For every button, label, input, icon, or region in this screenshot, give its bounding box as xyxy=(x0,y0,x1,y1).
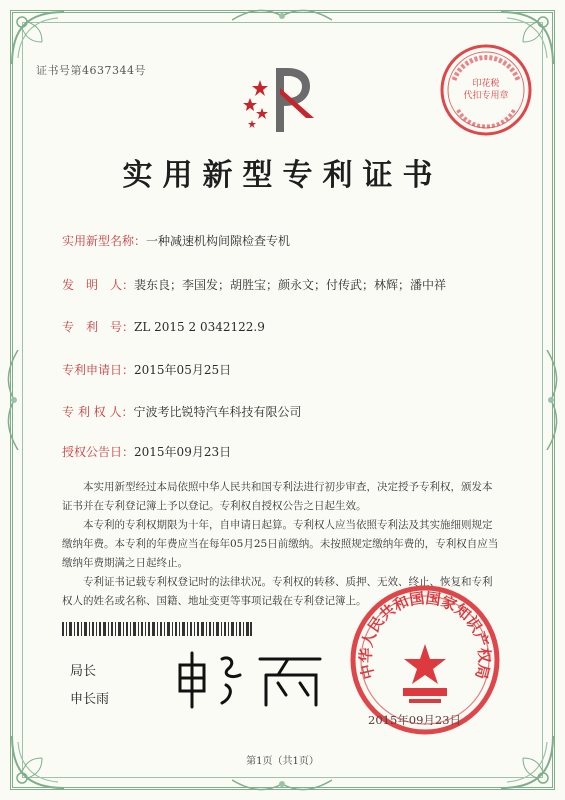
bottom-edge-ornament-icon xyxy=(232,774,332,794)
grant-date-label: 授权公告日： xyxy=(62,445,135,459)
body-paragraph-2: 本专利的专利权期限为十年，自申请日起算。专利权人应当依照专利法及其实施细则规定缴纳年费。本专利的年费应当在每年05月25日前缴纳。未按照规定缴纳年费的，专利权自应当缴纳年费期满之日起终止。 xyxy=(62,519,499,569)
seal-stamp-top xyxy=(436,40,536,140)
patentee-label: 专 利 权 人： xyxy=(62,405,134,419)
inventor-label: 发 明 人： xyxy=(62,278,135,292)
top-edge-ornament-icon xyxy=(232,6,332,26)
left-edge-ornament-icon xyxy=(4,350,24,450)
grant-date-row xyxy=(62,443,231,460)
body-paragraph-3: 专利证书记载专利权登记时的法律状况。专利权的转移、质押、无效、终止、恢复和专利权人的姓名或名称、国籍、地址变更等事项记载在专利登记簿上。 xyxy=(62,576,493,607)
right-edge-ornament-icon xyxy=(541,350,561,450)
patentee-value: 宁波考比锐特汽车科技有限公司 xyxy=(133,405,302,419)
body-paragraph-1: 本实用新型经过本局依照中华人民共和国专利法进行初步审查，决定授予专利权，颁发本证书并在专利登记簿上予以登记。专利权自授权公告之日起生效。 xyxy=(62,481,493,512)
page-number: 第1页（共1页） xyxy=(246,756,319,767)
utility-model-name-value: 一种减速机构间隙检查专机 xyxy=(146,234,291,248)
filing-date-value: 2015年05月25日 xyxy=(134,363,232,377)
seal-main-text: 中华人民共和国国家知识产权局 xyxy=(356,589,494,682)
patent-number-row xyxy=(62,318,265,335)
patent-number-value: ZL 2015 2 0342122.9 xyxy=(134,320,265,334)
certificate-number: 证书号第4637344号 xyxy=(36,64,146,77)
barcode-icon xyxy=(62,622,252,636)
director-name: 申长雨 xyxy=(70,692,110,707)
cnipa-logo-icon xyxy=(240,58,320,138)
svg-text:代扣专用章: 代扣专用章 xyxy=(463,91,509,101)
filing-date-row xyxy=(62,361,231,378)
inventor-row xyxy=(62,276,446,293)
handwritten-signature xyxy=(170,645,330,715)
grant-date-value: 2015年09月23日 xyxy=(134,445,232,459)
utility-model-name-label: 实用新型名称： xyxy=(62,234,147,248)
utility-model-name-row xyxy=(62,232,290,249)
seal-date: 2015年09月23日 xyxy=(368,713,462,727)
filing-date-label: 专利申请日： xyxy=(62,363,135,377)
director-title: 局长 xyxy=(70,664,97,679)
inventor-value: 裴东良；李国发；胡胜宝；颜永文；付传武；林辉；潘中祥 xyxy=(134,278,447,292)
corner-ornament-icon xyxy=(8,8,68,68)
patent-number-label: 专 利 号： xyxy=(62,320,135,334)
svg-text:印花税: 印花税 xyxy=(472,79,500,89)
patentee-row xyxy=(62,403,301,420)
certificate-title: 实用新型专利证书 xyxy=(122,158,443,193)
